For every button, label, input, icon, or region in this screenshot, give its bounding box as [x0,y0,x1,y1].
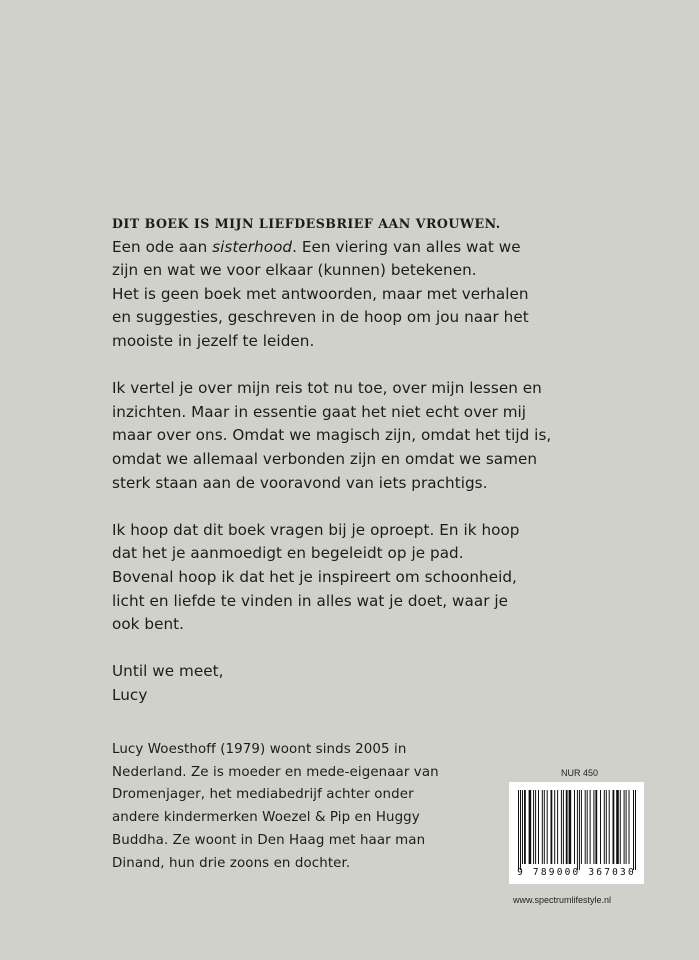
bio-line: Lucy Woesthoff (1979) woont sinds 2005 in [112,742,407,757]
barcode-bar [635,790,636,870]
barcode-bar [569,790,572,864]
barcode-bar [613,790,615,864]
barcode-bar [566,790,568,864]
blurb-paragraph-1 [112,212,632,354]
barcode-bar [574,790,575,864]
blurb-paragraph-3 [112,519,632,637]
barcode-bar [577,790,578,870]
barcode-bar [551,790,553,864]
blurb-line: Bovenal hoop ik dat het je inspireert om schoonheid, [112,567,517,586]
barcode-bar [624,790,625,864]
barcode-bar [616,790,619,864]
barcode-bar [579,790,580,870]
barcode-bar [522,790,523,864]
barcode-bar [561,790,562,864]
barcode-bar [542,790,543,864]
barcode-bar [629,790,630,864]
barcode-bar [581,790,582,864]
barcode-bar [533,790,534,864]
blurb-line: Ik hoop dat dit boek vragen bij je oproept. En ik hoop [112,520,520,539]
barcode-bar [633,790,634,870]
barcode-bar [587,790,588,864]
barcode-bar [620,790,621,864]
signoff [112,660,632,707]
barcode-bar [585,790,586,864]
barcode-bar [547,790,548,864]
blurb-paragraph-2 [112,377,632,495]
blurb-line: dat het je aanmoedigt en begeleidt op je pad. [112,544,464,563]
back-cover-blurb [112,212,632,731]
barcode-bar [595,790,597,864]
bio-line: andere kindermerken Woezel & Pip en Huggy [112,810,420,826]
blurb-lead-heading: DIT BOEK IS MIJN LIEFDESBRIEF AAN VROUWEN. [112,216,501,231]
barcode-bar [557,790,558,864]
blurb-line: zijn en wat we voor elkaar (kunnen) betekenen. [112,261,477,280]
barcode-bar [604,790,605,864]
blurb-line: . Een viering van alles wat we [292,237,521,256]
blurb-line: Een ode aan [112,237,213,256]
barcode-bar [529,790,532,864]
barcode-bar [600,790,601,864]
signoff-signature: Lucy [112,685,148,704]
barcode-bar [590,790,591,864]
bio-line: Dinand, hun drie zoons en dochter. [112,855,351,871]
barcode-bar [544,790,545,864]
blurb-line: sterk staan aan de vooravond van iets prachtigs. [112,473,488,492]
blurb-line: mooiste in jezelf te leiden. [112,331,315,350]
nur-code: NUR 450 [561,768,599,778]
barcode-bar [554,790,555,864]
publisher-website: www.spectrumlifestyle.nl [513,895,612,905]
barcode-bar [535,790,536,864]
barcode-bar [538,790,539,864]
bio-line: Nederland. Ze is moeder en mede-eigenaar van [112,764,439,780]
blurb-line: Het is geen boek met antwoorden, maar met verhalen [112,284,529,303]
blurb-italic-word: sisterhood [212,237,293,256]
bio-line: Dromenjager, het mediabedrijf achter onder [112,787,414,803]
blurb-line: en suggesties, geschreven in de hoop om jou naar het [112,308,529,327]
blurb-line: omdat we allemaal verbonden zijn en omdat we samen [112,449,538,468]
blurb-line: maar over ons. Omdat we magisch zijn, omdat het tijd is, [112,426,552,445]
barcode-bar [606,790,607,864]
barcode-bar [524,790,526,864]
blurb-line: ook bent. [112,615,185,634]
barcode-bar [593,790,594,864]
barcode-bar [609,790,610,864]
barcode-bar [520,790,521,870]
barcode-bar [626,790,627,864]
bio-line: Buddha. Ze woont in Den Haag met haar man [112,832,426,848]
isbn-barcode [509,782,644,884]
blurb-line: inzichten. Maar in essentie gaat het niet echt over mij [112,402,527,421]
barcode-bar [518,790,519,870]
signoff-line: Until we meet, [112,662,224,681]
isbn-digits: 9 789000 367030 [517,867,636,878]
author-bio [112,739,452,875]
blurb-line: Ik vertel je over mijn reis tot nu toe, over mijn lessen en [112,379,542,398]
barcode-bar [563,790,564,864]
blurb-line: licht en liefde te vinden in alles wat je doet, waar je [112,591,509,610]
